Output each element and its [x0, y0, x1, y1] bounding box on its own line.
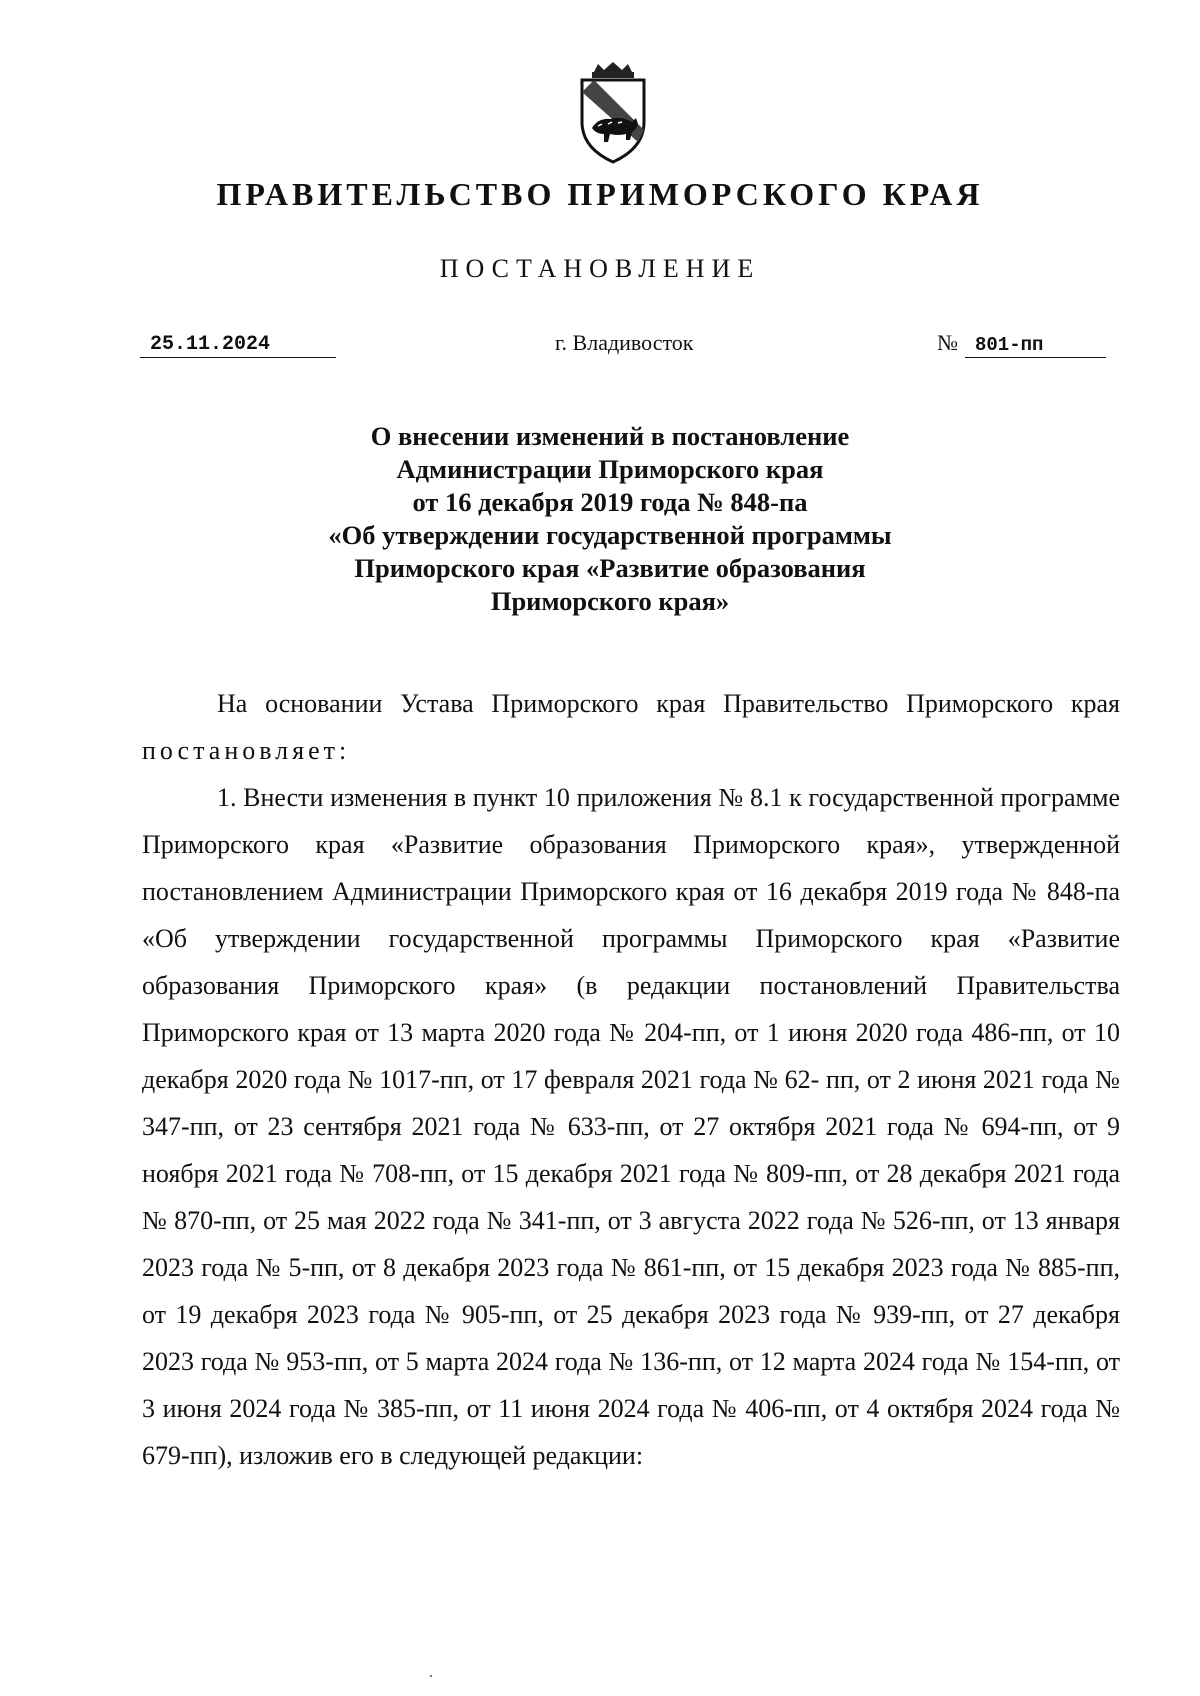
document-date: 25.11.2024 — [140, 333, 336, 358]
intro-text: На основании Устава Приморского края Правительство Приморского края — [217, 689, 1120, 718]
decree-verb: постановляет: — [142, 736, 351, 765]
intro-paragraph — [142, 680, 1120, 774]
subject-line: О внесении изменений в постановление — [370, 421, 850, 451]
item-1-paragraph: 1. Внести изменения в пункт 10 приложения № 8.1 к государственной программе Приморского края «Развитие образования Приморского края», утвержденной постановлением Администрации Приморского края от 16 декабря 2019 года № 848-па «Об утверждении государственной программы Приморского края «Развитие образования Приморского края» (в редакции постановлений Правительства Приморского края от 13 марта 2020 года № 204-пп, от 1 июня 2020 года 486-пп, от 10 декабря 2020 года № 1017-пп, от 17 февраля 2021 года № 62- пп, от 2 июня 2021 года № 347-пп, от 23 сентября 2021 года № 633-пп, от 27 октября 2021 года № 694-пп, от 9 ноября 2021 года № 708-пп, от 15 декабря 2021 года № 809-пп, от 28 декабря 2021 года № 870-пп, от 25 мая 2022 года № 341-пп, от 3 августа 2022 года № 526-пп, от 13 января 2023 года № 5-пп, от 8 декабря 2023 года № 861-пп, от 15 декабря 2023 года № 885-пп, от 19 декабря 2023 года № 905-пп, от 25 декабря 2023 года № 939-пп, от 27 декабря 2023 года № 953-пп, от 5 марта 2024 года № 136-пп, от 12 марта 2024 года № 154-пп, от 3 июня 2024 года № 385-пп, от 11 июня 2024 года № 406-пп, от 4 октября 2024 года № 679-пп), изложив его в следующей редакции: — [142, 783, 1120, 1470]
subject-line: Приморского края «Развитие образования — [354, 553, 866, 583]
document-city: г. Владивосток — [555, 330, 694, 355]
coat-of-arms-icon — [576, 62, 650, 164]
government-title: ПРАВИТЕЛЬСТВО ПРИМОРСКОГО КРАЯ — [216, 176, 984, 212]
document-body — [142, 680, 1120, 1479]
document-number: 801-пп — [965, 333, 1106, 358]
document-type: ПОСТАНОВЛЕНИЕ — [439, 254, 761, 283]
subject-line: «Об утверждении государственной программы — [328, 520, 892, 550]
subject-line: Администрации Приморского края — [396, 454, 824, 484]
scan-mark — [430, 1675, 432, 1677]
number-sign: № — [937, 330, 958, 355]
document-subject — [240, 420, 980, 618]
subject-line: от 16 декабря 2019 года № 848-па — [412, 487, 808, 517]
subject-line: Приморского края» — [490, 586, 730, 616]
